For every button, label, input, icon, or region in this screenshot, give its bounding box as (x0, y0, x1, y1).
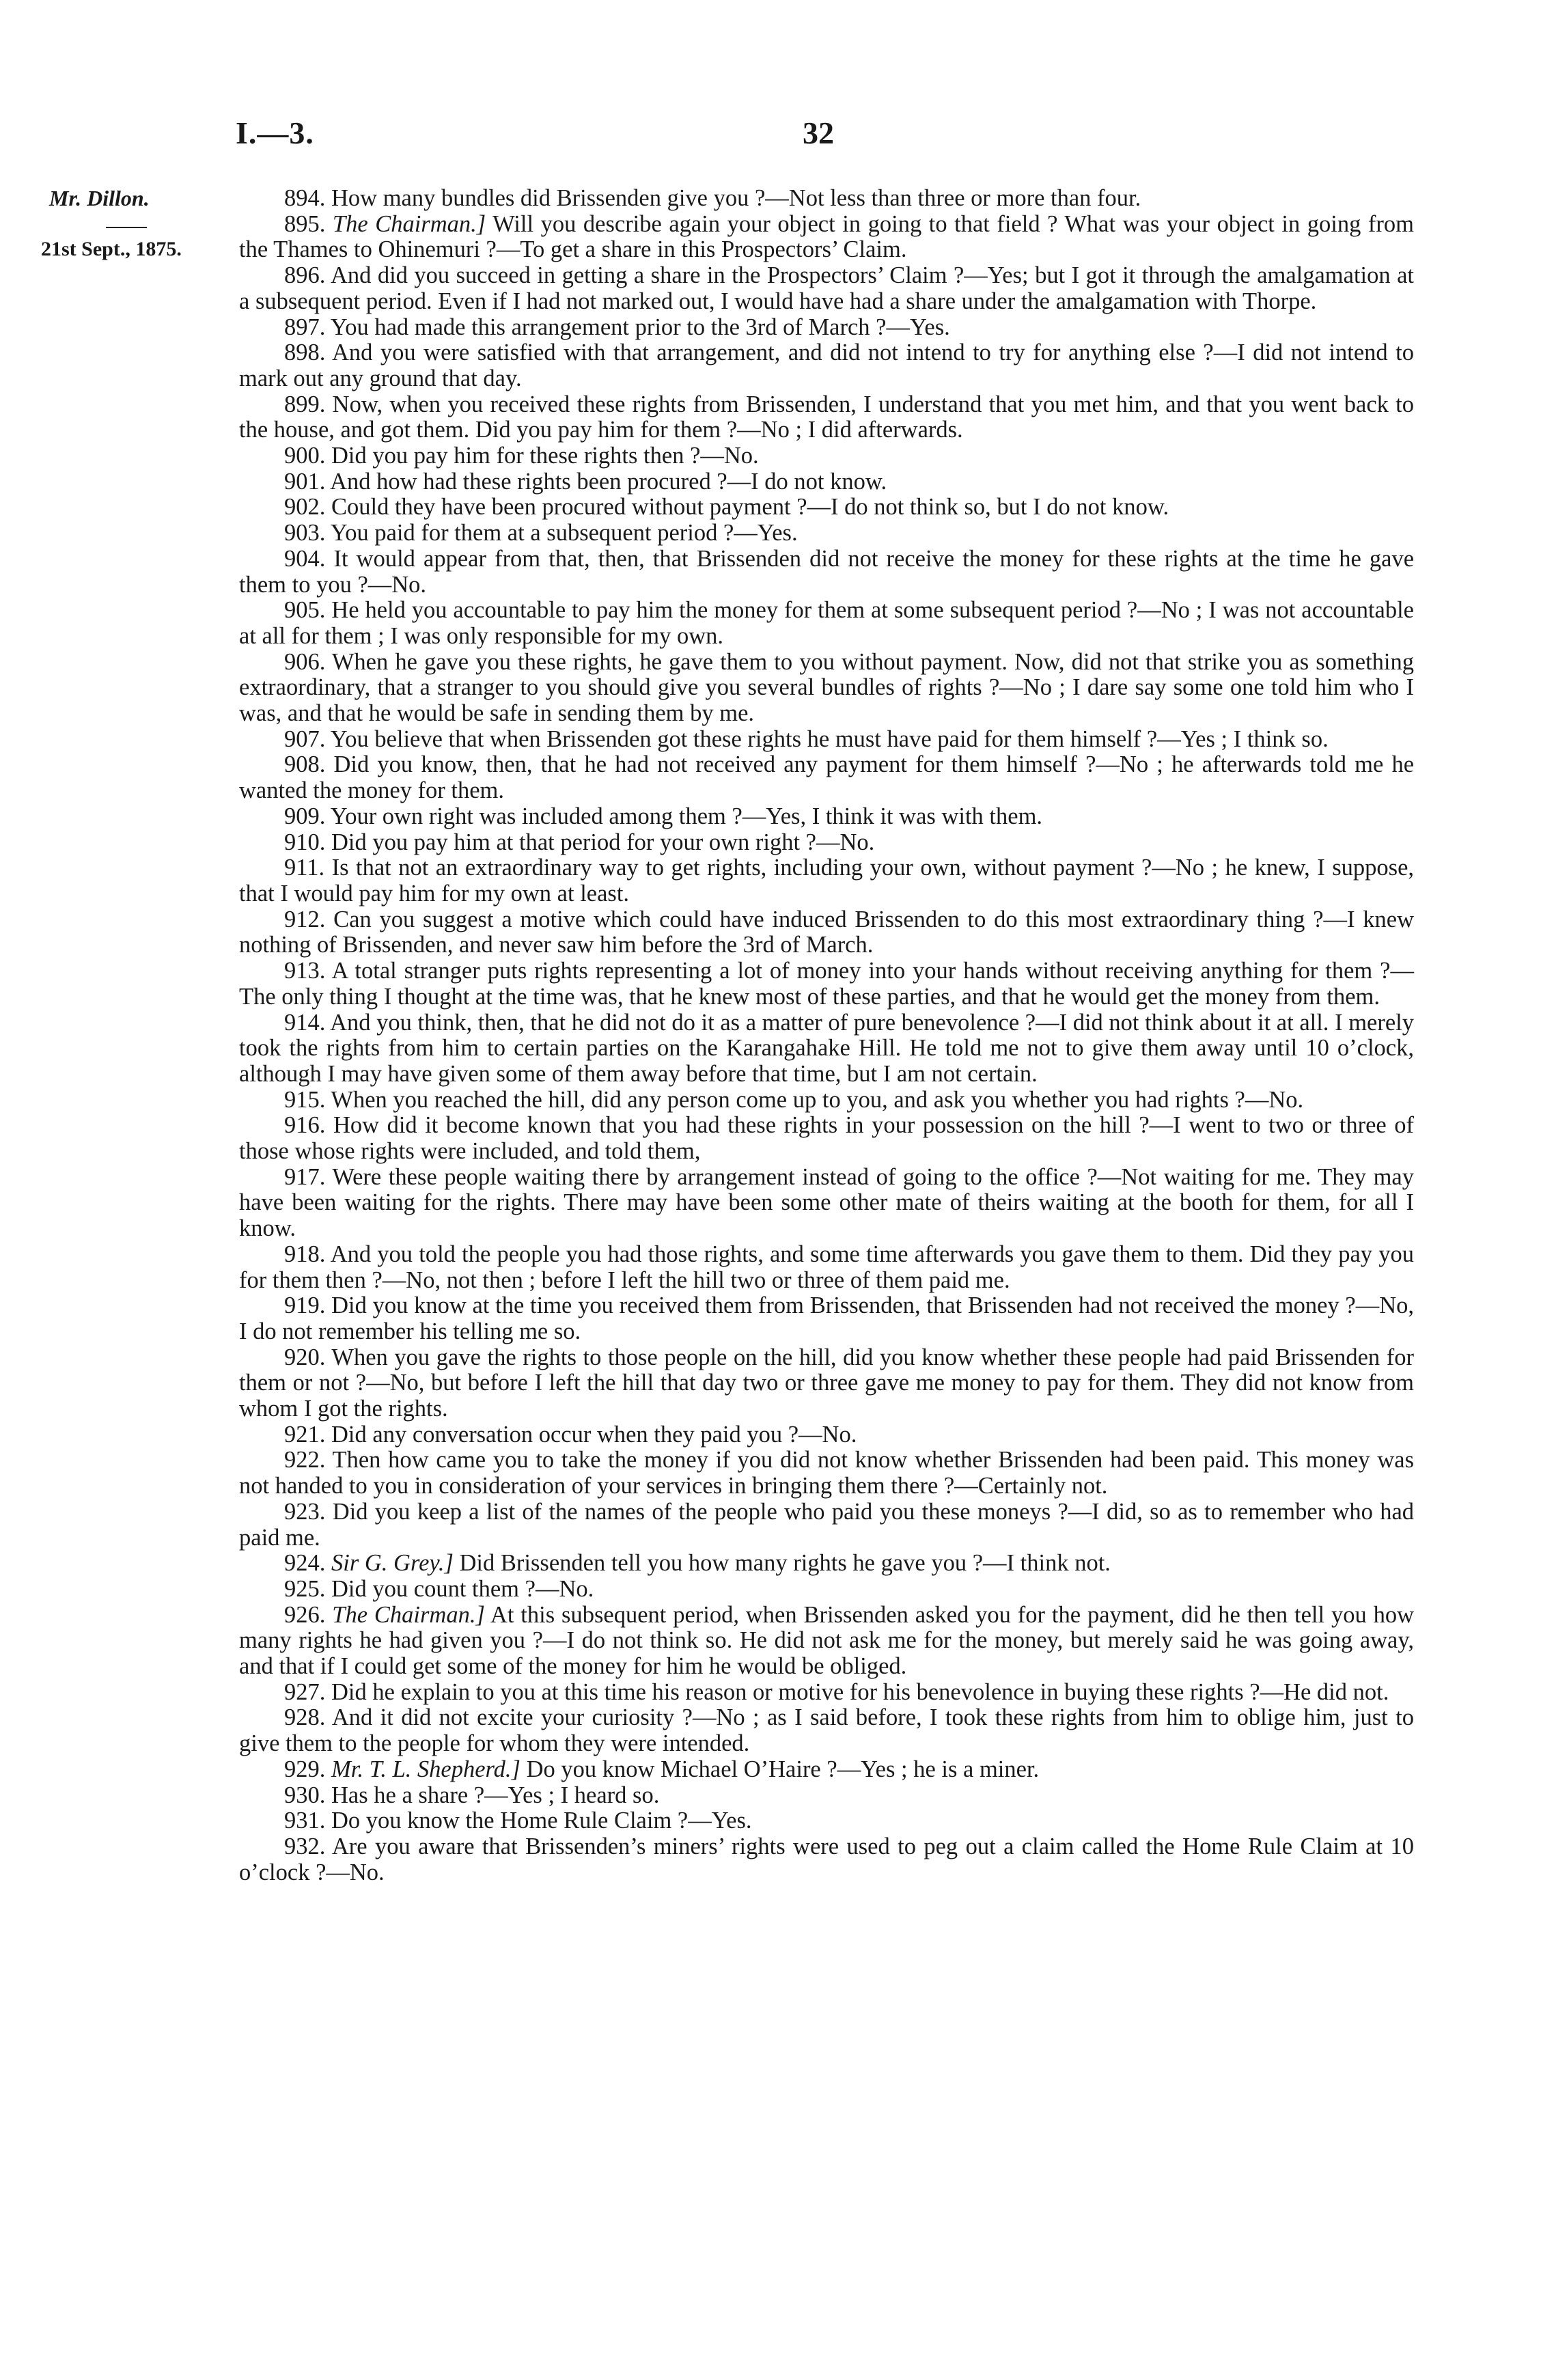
testimony-paragraph (239, 598, 1414, 649)
question-number: 922. (284, 1447, 326, 1473)
question-answer-text: You believe that when Brissenden got these rights he must have paid for them himself ?—Yes ; I think so. (330, 725, 1329, 752)
testimony-paragraph (239, 1680, 1414, 1706)
question-number: 921. (284, 1421, 326, 1448)
question-number: 928. (284, 1704, 326, 1731)
question-answer-text: Do you know the Home Rule Claim ?—Yes. (331, 1808, 752, 1834)
margin-date: 21st Sept., 1875. (41, 238, 182, 260)
testimony-paragraph (239, 340, 1414, 391)
question-number: 894. (284, 185, 326, 211)
testimony-paragraph (239, 1834, 1414, 1885)
question-answer-text: Do you know Michael O’Haire ?—Yes ; he is a miner. (526, 1756, 1040, 1782)
question-number: 912. (284, 906, 326, 932)
question-number: 923. (284, 1498, 326, 1525)
testimony-paragraph (239, 1808, 1414, 1834)
question-number: 899. (284, 391, 326, 417)
testimony-paragraph (239, 212, 1414, 263)
question-number: 911. (284, 855, 325, 881)
question-number: 910. (284, 829, 326, 855)
question-number: 903. (284, 520, 326, 546)
question-number: 913. (284, 958, 326, 984)
question-answer-text: Can you suggest a motive which could have induced Brissenden to do this most extraordinary thing ?—I knew nothing of Brissenden, and never saw him before the 3rd of March. (239, 906, 1414, 958)
question-number: 916. (284, 1112, 326, 1139)
question-answer-text: Did he explain to you at this time his reason or motive for his benevolence in buying these rights ?—He did not. (331, 1678, 1389, 1705)
testimony-paragraph (239, 804, 1414, 830)
testimony-paragraph (239, 1783, 1414, 1809)
testimony-paragraph (239, 752, 1414, 803)
question-number: 926. (284, 1601, 326, 1628)
testimony-paragraph (239, 546, 1414, 598)
examiner-name: The Chairman.] (332, 1601, 485, 1628)
testimony-paragraph (239, 1757, 1414, 1783)
testimony-paragraph (239, 1705, 1414, 1756)
question-answer-text: Will you describe again your object in going to that field ? What was your object in going from the Thames to Ohinemuri ?—To get a share in this Prospectors’ Claim. (239, 210, 1414, 263)
testimony-paragraph (239, 1165, 1414, 1242)
question-number: 900. (284, 443, 326, 469)
question-number: 930. (284, 1782, 326, 1808)
question-answer-text: Did you know at the time you received them from Brissenden, that Brissenden had not received the money ?—No, I do not remember his telling me so. (239, 1292, 1414, 1344)
testimony-paragraph (239, 521, 1414, 546)
question-number: 931. (284, 1808, 326, 1834)
testimony-paragraph (239, 1603, 1414, 1680)
testimony-paragraph (239, 1551, 1414, 1577)
testimony-paragraph (239, 315, 1414, 341)
question-answer-text: When you reached the hill, did any person come up to you, and ask you whether you had rights ?—No. (331, 1086, 1304, 1113)
question-answer-text: He held you accountable to pay him the money for them at some subsequent period ?—No ; I was not accountable at all for them ; I was only responsible for my own. (239, 597, 1414, 649)
question-answer-text: And you were satisfied with that arrangement, and did not intend to try for anything else ?—I did not intend to mark out any ground that day. (239, 340, 1414, 391)
question-number: 914. (284, 1009, 326, 1036)
testimony-paragraph (239, 1293, 1414, 1344)
question-answer-text: How did it become known that you had these rights in your possession on the hill ?—I went to two or three of those whose rights were included, and told them, (239, 1112, 1415, 1165)
testimony-paragraph (239, 1088, 1414, 1113)
question-number: 898. (284, 340, 326, 366)
question-answer-text: And you told the people you had those rights, and some time afterwards you gave them to them. Did they pay you for them then ?—No, not then ; before I left the hill two or three of them paid me. (239, 1241, 1414, 1293)
testimony-paragraph (239, 727, 1414, 753)
question-answer-text: Could they have been procured without payment ?—I do not think so, but I do not know. (331, 494, 1169, 521)
question-answer-text: Is that not an extraordinary way to get rights, including your own, without payment ?—No ; he knew, I suppose, that I would pay him for my own at least. (239, 855, 1415, 907)
question-answer-text: How many bundles did Brissenden give you ?—Not less than three or more than four. (331, 185, 1141, 211)
question-number: 897. (284, 314, 326, 340)
margin-divider (106, 227, 147, 228)
question-answer-text: It would appear from that, then, that Brissenden did not receive the money for these rights at the time he gave them to you ?—No. (239, 545, 1415, 598)
testimony-paragraph (239, 855, 1414, 907)
question-answer-text: Were these people waiting there by arrangement instead of going to the office ?—Not waiting for me. They may have been waiting for the rights. There may have been some other mate of theirs waiting at the booth for them, for all I know. (239, 1163, 1414, 1242)
question-number: 929. (284, 1756, 326, 1782)
question-answer-text: Did Brissenden tell you how many rights he gave you ?—I think not. (459, 1550, 1111, 1577)
question-answer-text: And how had these rights been procured ?—I do not know. (330, 468, 887, 495)
question-answer-text: When he gave you these rights, he gave them to you without payment. Now, did not that strike you as something extraordinary, that a stranger to you should give you several bundles of rights ?—No ; I dare say some one told him who I was, and that he would be safe in sending them by me. (239, 648, 1414, 727)
question-answer-text: Your own right was included among them ?—Yes, I think it was with them. (330, 803, 1043, 829)
question-number: 901. (284, 468, 326, 495)
question-answer-text: At this subsequent period, when Brissenden asked you for the payment, did he then tell you how many rights he had given you ?—I do not think so. He did not ask me for the money, but merely said he was going away, and that if I could get some of the money for him he would be obliged. (239, 1601, 1414, 1680)
question-number: 895. (284, 210, 326, 237)
question-number: 905. (284, 597, 326, 624)
question-answer-text: Then how came you to take the money if you did not know whether Brissenden had been paid. This money was not handed to you in consideration of your services in bringing them there ?—Certainly not. (239, 1447, 1414, 1499)
question-answer-text: Did you keep a list of the names of the people who paid you these moneys ?—I did, so as to remember who had paid me. (239, 1498, 1415, 1551)
question-answer-text: And it did not excite your curiosity ?—No ; as I said before, I took these rights from him to oblige him, just to give them to the people for whom they were intended. (239, 1704, 1414, 1757)
testimony-paragraph (239, 1499, 1414, 1551)
question-number: 925. (284, 1575, 326, 1602)
margin-speaker: Mr. Dillon. (49, 186, 150, 210)
document-reference: I.—3. (236, 115, 314, 150)
question-answer-text: Now, when you received these rights from Brissenden, I understand that you met him, and that you went back to the house, and got them. Did you pay him for them ?—No ; I did afterwards. (239, 391, 1415, 443)
testimony-paragraph (239, 1010, 1414, 1088)
question-number: 907. (284, 725, 326, 752)
question-number: 927. (284, 1678, 326, 1705)
testimony-paragraph (239, 1242, 1414, 1293)
testimony-paragraph (239, 1113, 1414, 1164)
question-answer-text: And you think, then, that he did not do it as a matter of pure benevolence ?—I did not think about it at all. I merely took the rights from him to certain parties on the Karangahake Hill. He told me not to give them away until 10 o’clock, although I may have given some of them away before that time, but I am not certain. (239, 1009, 1414, 1087)
testimony-body (239, 186, 1414, 1885)
testimony-paragraph (239, 186, 1414, 212)
question-answer-text: Did you pay him for these rights then ?—No. (331, 443, 759, 469)
question-number: 920. (284, 1344, 326, 1370)
question-number: 902. (284, 494, 326, 521)
testimony-paragraph (239, 650, 1414, 727)
question-number: 924. (284, 1550, 326, 1577)
examiner-name: Mr. T. L. Shepherd.] (331, 1756, 520, 1782)
question-answer-text: You paid for them at a subsequent period ?—Yes. (330, 520, 798, 546)
page-header (0, 115, 1541, 163)
question-answer-text: A total stranger puts rights representing a lot of money into your hands without receiving anything for them ?—The only thing I thought at the time was, that he knew most of these parties, and that he would get the money from them. (239, 958, 1414, 1010)
question-number: 932. (284, 1834, 326, 1859)
question-answer-text: Did you count them ?—No. (331, 1575, 594, 1602)
question-answer-text: Are you aware that Brissenden’s miners’ rights were used to peg out a claim called the Home Rule Claim at 10 o’clock ?—No. (239, 1834, 1414, 1885)
question-answer-text: You had made this arrangement prior to the 3rd of March ?—Yes. (330, 314, 950, 340)
question-number: 915. (284, 1086, 326, 1113)
testimony-paragraph (239, 263, 1414, 314)
question-answer-text: Has he a share ?—Yes ; I heard so. (331, 1782, 660, 1808)
examiner-name: Sir G. Grey.] (331, 1550, 454, 1577)
examiner-name: The Chairman.] (332, 210, 486, 237)
testimony-paragraph (239, 443, 1414, 469)
question-number: 906. (284, 648, 326, 675)
question-answer-text: Did you pay him at that period for your own right ?—No. (331, 829, 875, 855)
question-answer-text: And did you succeed in getting a share in the Prospectors’ Claim ?—Yes; but I got it through the amalgamation at a subsequent period. Even if I had not marked out, I would have had a share under the amalgamation with Thorpe. (239, 262, 1414, 314)
page-number: 32 (803, 115, 834, 150)
question-number: 904. (284, 545, 326, 572)
testimony-paragraph (239, 830, 1414, 856)
testimony-paragraph (239, 1345, 1414, 1422)
question-number: 909. (284, 803, 326, 829)
question-answer-text: Did any conversation occur when they paid you ?—No. (331, 1421, 857, 1448)
testimony-paragraph (239, 907, 1414, 958)
testimony-paragraph (239, 958, 1414, 1010)
testimony-paragraph (239, 1577, 1414, 1603)
testimony-paragraph (239, 495, 1414, 521)
testimony-paragraph (239, 469, 1414, 495)
question-answer-text: Did you know, then, that he had not received any payment for them himself ?—No ; he afterwards told me he wanted the money for them. (239, 751, 1415, 804)
testimony-paragraph (239, 1422, 1414, 1448)
question-number: 918. (284, 1241, 326, 1267)
question-number: 917. (284, 1163, 326, 1190)
question-number: 908. (284, 751, 326, 778)
question-answer-text: When you gave the rights to those people on the hill, did you know whether these people had paid Brissenden for them or not ?—No, but before I left the hill that day two or three gave me money to pay for them. They did not know from whom I got the rights. (239, 1344, 1414, 1422)
question-number: 896. (284, 262, 326, 289)
testimony-paragraph (239, 1448, 1414, 1499)
testimony-paragraph (239, 392, 1414, 443)
question-number: 919. (284, 1292, 326, 1319)
